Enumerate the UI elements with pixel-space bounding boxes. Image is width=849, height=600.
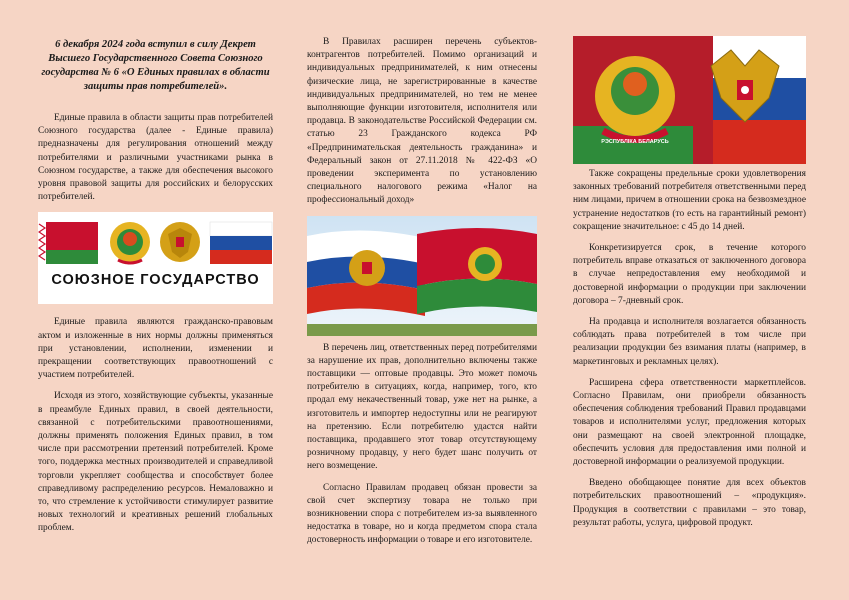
- paragraph: Согласно Правилам продавец обязан провести за свой счет экспертизу товара не только при возникновении спора с потребителем из-за выявленного недостатка в товаре, но и когда предметом спора стала достоверность информации о товаре и его изготовителе.: [307, 482, 537, 546]
- union-flags-illustration: [38, 212, 273, 304]
- paragraph: Расширена сфера ответственности маркетплейсов. Согласно Правилам, они приобрели обязанность обеспечения соблюдения требований Правил продавцами товаров и исполнителями услуг, предложения которых они размещают на своей электронной площадке, обеспечить условия для предоставления ими полной и достоверной информации о реализуемой продукции.: [573, 377, 806, 468]
- column-left: [38, 0, 273, 544]
- paragraph: В Правилах расширен перечень субъектов-контрагентов потребителей. Помимо организаций и индивидуальных предпринимателей, к ним отнесены физические лица, не зарегистрированные в качестве индивидуальных предпринимателей, но тем не менее выполняющие функции изготовителя, исполнителя или продавца. В законодательстве Российской Федерации см. статью 23 Гражданского кодекса РФ «Предпринимательская деятельность гражданина» и Федеральный закон от 27.11.2018 № 422-ФЗ «О проведении эксперимента по установлению специального налогового режима «Налог на профессиональный доход»: [307, 37, 537, 206]
- emblem-ribbon-text: РЭСПУБЛІКА БЕЛАРУСЬ: [601, 139, 669, 145]
- column-middle: [307, 0, 537, 556]
- paragraph: Введено обобщающее понятие для всех объектов потребительских правоотношений – «продукция». Продукция в соответствии с правилами – это товар, результат работы, услуга, цифровой продукт.: [573, 478, 806, 528]
- paragraph: Конкретизируется срок, в течение которого потребитель вправе отказаться от заключенного договора в случае непредоставления ему необходимой и достоверной информации о продукции при заключении договора – 7-дневный срок.: [573, 243, 806, 306]
- leaflet-heading: 6 декабря 2024 года вступил в силу Декрет Высшего Государственного Совета Союзного государства № 6 «О Единых правилах в области защиты прав потребителей».: [41, 39, 270, 92]
- flags-photo: [307, 216, 537, 336]
- paragraph: Исходя из этого, хозяйствующие субъекты, указанные в преамбуле Единых правил, в своей деятельности, связанной с потребительскими правоотношениями, должны применять положения Единых правил, в том числе при рассмотрении претензий потребителей. Кроме того, поддержка местных производителей и справедливой торговли укрепляет сообщества и способствует более справедливому распределению ресурсов. Немаловажно и то, что стремление к устойчивости стимулирует развитие новых технологий и креативных решений глобальных проблем.: [38, 391, 273, 534]
- column-right: [573, 0, 806, 538]
- paragraph: В перечень лиц, ответственных перед потребителями за нарушение их прав, дополнительно включены также поставщики — оптовые продавцы. Это может помочь потребителю в ситуациях, когда, например, того, кто продал ему некачественный товар, уже нет на рынке, а изготовитель и импортер недоступны или не реагируют на претензию. Если потребителю удастся найти поставщика, продавшего этот товар отсутствующему розничному продавцу, у него будет шанс получить от него возмещение.: [307, 342, 537, 472]
- union-state-banner: [38, 212, 273, 304]
- emblems-photo: [573, 36, 806, 164]
- russia-belarus-flags-illustration: [307, 216, 537, 336]
- paragraph: Единые правила в области защиты прав потребителей Союзного государства (далее - Единые правила) предназначены для регулирования отношений между потребителями и различными участниками рынка в Союзном государстве, а также для обеспечения высокого уровня правовой защиты для российских и белорусских потребителей.: [38, 113, 273, 203]
- banner-caption: СОЮЗНОЕ ГОСУДАРСТВО: [51, 272, 260, 289]
- paragraph: Единые правила являются гражданско-правовым актом и изложенные в них нормы должны применяться при установлении, исполнении, изменении и прекращении соответствующих правоотношений с участием потребителей.: [38, 317, 273, 381]
- paragraph: На продавца и исполнителя возлагается обязанность соблюдать права потребителей в том числе при реализации продукции без взимания платы (например, в маркетинговых и рекламных целях).: [573, 317, 806, 367]
- paragraph: Также сокращены предельные сроки удовлетворения законных требований потребителя ответственными перед ним лицами, причем в отношении срока на безвозмездное устранение недостатков (то есть на гарантийный ремонт) сокращение значительное: с 45 до 14 дней.: [573, 169, 806, 232]
